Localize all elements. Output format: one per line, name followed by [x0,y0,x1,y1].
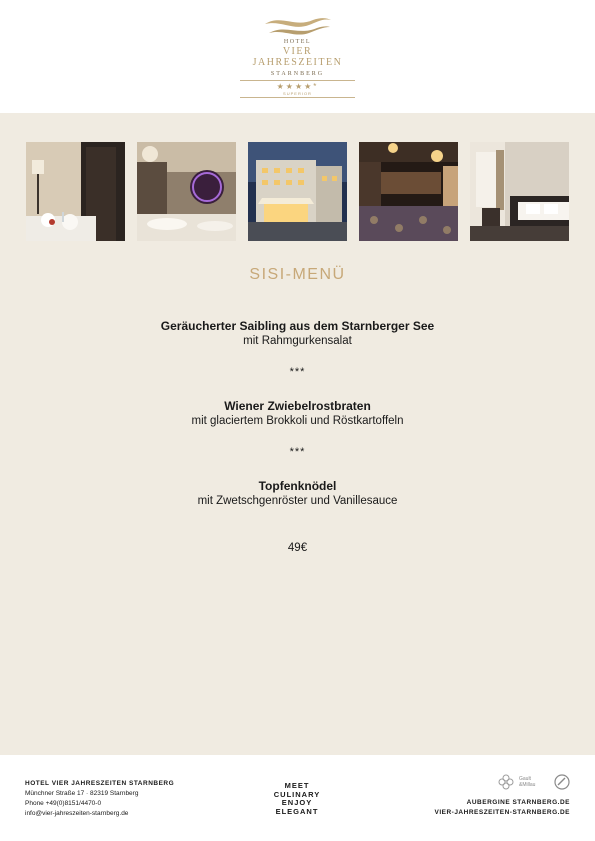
menu-price: 49€ [287,542,308,554]
footer-address [25,779,174,819]
logo-hotel-text: HOTEL [283,39,312,45]
logo-name-text: VIER JAHRESZEITEN [252,46,343,68]
logo-city-text: STARNBERG [270,71,325,77]
footer [0,755,595,841]
logo-stars: ★★★★* [276,82,319,91]
slogan-line-4: ELEGANT [275,806,319,816]
course-3-name: Topfenknödel [258,479,337,493]
michelin-award-icon [553,773,571,791]
course-separator-1: *** [289,366,306,378]
course-2-description: mit glaciertem Brokkoli und Röstkartoffeln [191,415,404,427]
photo-bar-lounge [359,142,458,241]
footer-slogan [263,782,331,816]
link-aubergine[interactable]: AUBERGINE STARNBERG.DE [466,799,570,806]
course-1-description: mit Rahmgurkensalat [243,335,352,347]
course-separator-2: *** [289,446,306,458]
footer-badges [497,773,573,793]
hotel-logo [240,14,355,100]
gault-millau-bottom: &Millau [519,782,536,788]
photo-hotel-room [470,142,569,241]
footer-email[interactable]: info@vier-jahreszeiten-starnberg.de [25,810,129,817]
footer-hotel-name: HOTEL VIER JAHRESZEITEN STARNBERG [25,780,175,787]
slogan-line-1: MEET [284,781,310,790]
photo-restaurant-table [26,142,125,241]
footer-street: Münchner Straße 17 · 82319 Starnberg [25,790,139,797]
slogan-line-3: ENJOY [281,798,313,807]
logo-divider [240,80,355,81]
link-hotel-website[interactable]: VIER-JAHRESZEITEN-STARNBERG.DE [434,808,570,816]
logo-superior-text: SUPERIOR [283,91,312,96]
slogan-line-2: CULINARY [273,789,321,799]
footer-links [434,798,570,817]
course-3-description: mit Zwetschgenröster und Vanillesauce [197,495,398,507]
gault-millau-top: Gault [519,776,531,782]
logo-divider-bottom [240,97,355,98]
menu-title: SISI-MENÜ [249,266,346,283]
photo-restaurant-interior [137,142,236,241]
photo-hotel-exterior [248,142,347,241]
course-1-name: Geräucherter Saibling aus dem Starnberger See [160,319,435,333]
gault-millau-badge [519,773,545,791]
header [0,0,595,113]
course-2-name: Wiener Zwiebelrostbraten [224,399,371,413]
clover-award-icon [497,773,515,791]
wave-logo-icon [263,14,333,38]
footer-phone: Phone +49(0)8151/4470-0 [25,800,102,807]
